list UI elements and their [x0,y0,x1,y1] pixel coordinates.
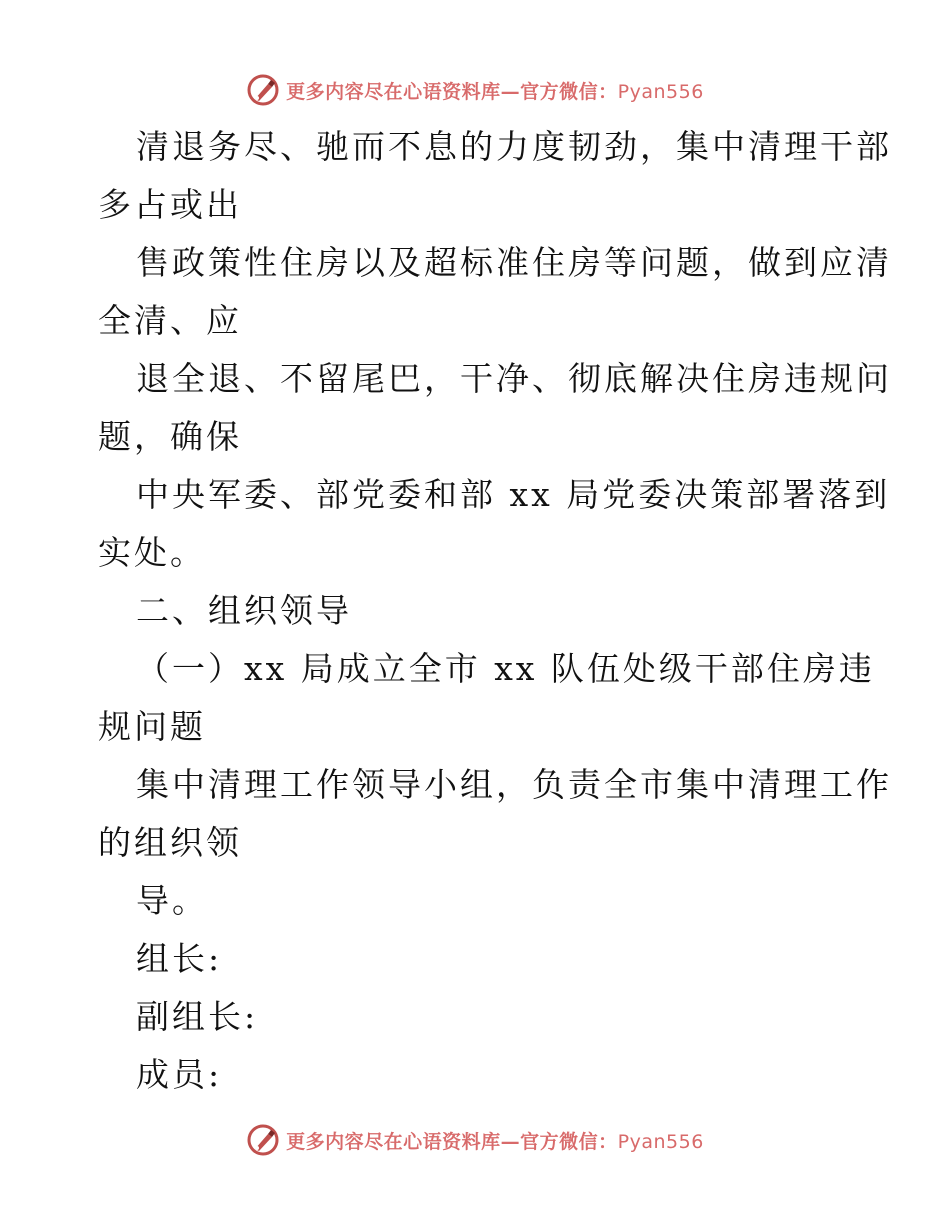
watermark-handle: Pyan556 [617,80,704,103]
body-line: 集中清理工作领导小组，负责全市集中清理工作 [136,765,892,804]
body-line: 售政策性住房以及超标准住房等问题，做到应清 [136,243,892,282]
members-label: 成员: [136,1055,223,1094]
body-line: 题，确保 [98,417,242,456]
footer-watermark [0,1120,950,1160]
watermark-label: 更多内容尽在心语资料库—官方微信： [286,1130,618,1153]
body-line: 退全退、不留尾巴，干净、彻底解决住房违规问 [136,359,892,398]
document-body [98,118,892,1104]
body-line: 清退务尽、驰而不息的力度韧劲，集中清理干部 [136,127,892,166]
watermark-text [286,1127,704,1154]
pen-logo-icon [246,1123,280,1157]
leader-label: 组长: [136,939,223,978]
subsection-heading: （一）xx 局成立全市 xx 队伍处级干部住房违 [136,649,875,688]
body-line: 规问题 [98,707,206,746]
watermark-label: 更多内容尽在心语资料库—官方微信： [286,80,618,103]
watermark-handle: Pyan556 [617,1130,704,1153]
section-heading: 二、组织领导 [136,591,352,630]
body-line: 多占或出 [98,185,242,224]
body-line: 实处。 [98,533,206,572]
deputy-leader-label: 副组长: [136,997,259,1036]
watermark-text [286,77,704,104]
body-line: 中央军委、部党委和部 xx 局党委决策部署落到 [136,475,891,514]
body-line: 导。 [136,881,208,920]
pen-logo-icon [246,73,280,107]
header-watermark [0,70,950,110]
body-line: 全清、应 [98,301,242,340]
body-line: 的组织领 [98,823,242,862]
